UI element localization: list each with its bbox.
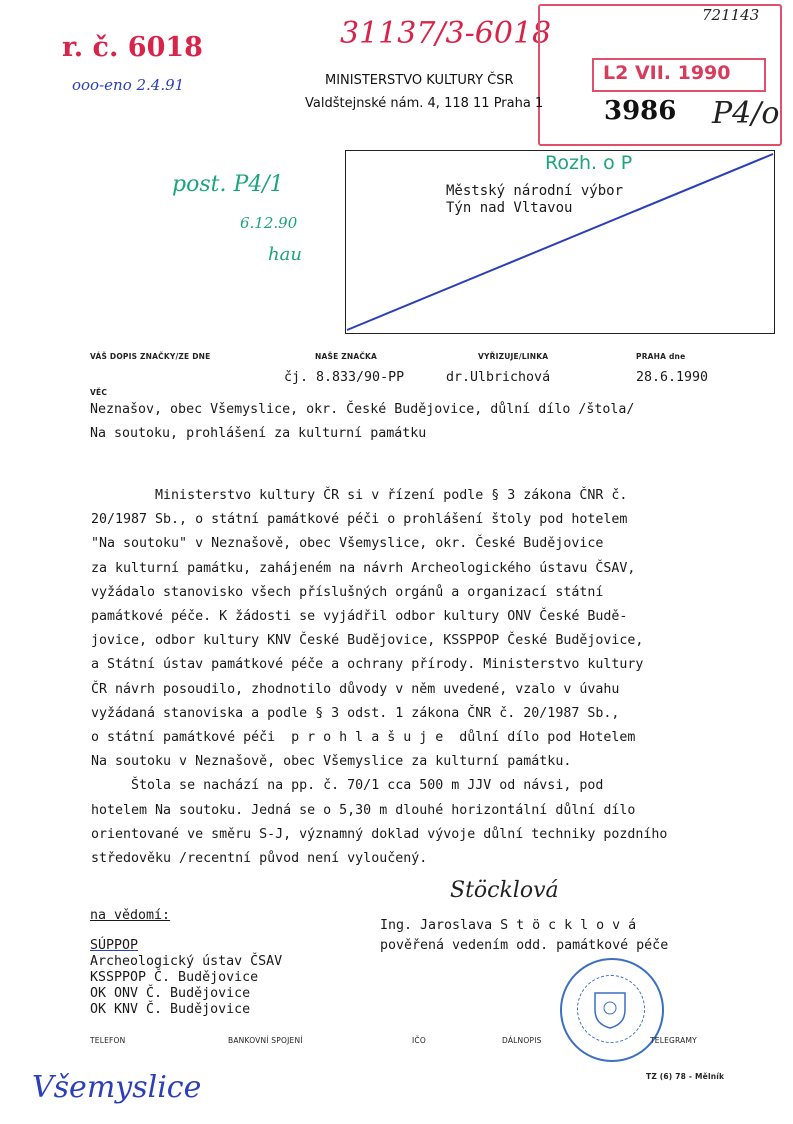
footer-dalnopis: DÁLNOPIS [502, 1036, 542, 1045]
subject-line-1: Neznašov, obec Všemyslice, okr. České Budějovice, důlní dílo /štola/ [90, 402, 635, 417]
subject-line-2: Na soutoku, prohlášení za kulturní památku [90, 426, 427, 441]
registry-stamp-number: 3986 [604, 96, 677, 126]
handled-by-label: VYŘIZUJE/LINKA [478, 352, 549, 361]
subject-label: VĚC [90, 388, 108, 397]
recipient-line-2: Týn nad Vltavou [446, 200, 573, 216]
cc-item: OK KNV Č. Budějovice [90, 1002, 251, 1017]
cc-item: Archeologický ústav ČSAV [90, 954, 283, 969]
letterhead-ministry: MINISTERSTVO KULTURY ČSR [325, 73, 514, 88]
post-note-date: 6.12.90 [240, 214, 298, 232]
recipient-line-1: Městský národní výbor [446, 183, 624, 199]
signature: Stöcklová [450, 878, 559, 903]
received-note: ooo-eno 2.4.91 [72, 76, 185, 94]
reference-number-red: 31137/3-6018 [340, 16, 552, 51]
handled-by: dr.Ulbrichová [446, 370, 551, 385]
footer-telegramy: TELEGRAMY [650, 1036, 697, 1045]
address-box-diagonal-stroke [345, 150, 775, 334]
footer-telefon: TELEFON [90, 1036, 126, 1045]
coat-of-arms-icon [592, 990, 628, 1030]
cc-item: OK ONV Č. Budějovice [90, 986, 251, 1001]
letter-date: 28.6.1990 [636, 370, 709, 385]
footer-print-code: TZ (6) 78 - Mělník [646, 1072, 725, 1081]
your-letter-label: VÁŠ DOPIS ZNAČKY/ZE DNE [90, 352, 211, 361]
archive-number: 721143 [702, 6, 760, 24]
letterhead-address: Valdštejnské nám. 4, 118 11 Praha 1 [305, 96, 544, 111]
address-green-note: Rozh. o P [545, 152, 633, 174]
cc-item: KSSPPOP Č. Budějovice [90, 970, 259, 985]
bottom-handwritten-note: Všemyslice [32, 1070, 202, 1105]
post-note-initials: hau [268, 244, 302, 265]
date-label: PRAHA dne [636, 352, 686, 361]
registry-stamp-code: P4/o [712, 96, 780, 131]
footer-bank: BANKOVNÍ SPOJENÍ [228, 1036, 303, 1045]
post-note: post. P4/1 [172, 172, 284, 197]
signatory-name: Ing. Jaroslava S t ö c k l o v á [380, 918, 637, 933]
reference-mark-red: r. č. 6018 [62, 32, 203, 63]
signatory-title: pověřená vedením odd. památkové péče [380, 938, 669, 953]
registry-stamp-date: L2 VII. 1990 [603, 62, 731, 84]
cc-heading: na vědomí: [90, 908, 171, 923]
our-mark: čj. 8.833/90-PP [284, 370, 405, 385]
footer-ico: IČO [412, 1036, 426, 1045]
our-mark-label: NAŠE ZNAČKA [315, 352, 378, 361]
letter-body: Ministerstvo kultury ČR si v řízení podle § 3 zákona ČNR č. 20/1987 Sb., o státní památkové péči o prohlášení štoly pod hotelem "Na soutoku" v Neznašově, obec Všemyslice, okr. České Budějovice za kulturní památku, zahájeném na návrh Archeologického ústavu ČSAV, vyžádalo stanovisko všech příslušných orgánů a organizací státní památkové péče. K žádosti se vyjádřil odbor kultury ONV České Budě- jovice, odbor kultury KNV České Budějovice, KSSPPOP České Budějovice, a Státní ústav památkové péče a ochrany přírody. Ministerstvo kultury ČR návrh posoudilo, zhodnotilo důvody v něm uvedené, vzalo v úvahu vyžádaná stanoviska a podle § 3 odst. 1 zákona ČNR č. 20/1987 Sb., o státní památkové péči p r o h l a š u j e důlní dílo pod Hotelem Na soutoku v Neznašově, obec Všemyslice za kulturní památku. Štola se nachází na pp. č. 70/1 cca 500 m JJV od návsi, pod hotelem Na soutoku. Jedná se o 5,30 m dlouhé horizontální důlní dílo orientované ve směru S-J, významný doklad vývoje důlní techniky pozdního středověku /recentní původ není vyloučený. [91, 488, 668, 867]
cc-item: SÚPPOP [90, 938, 139, 953]
